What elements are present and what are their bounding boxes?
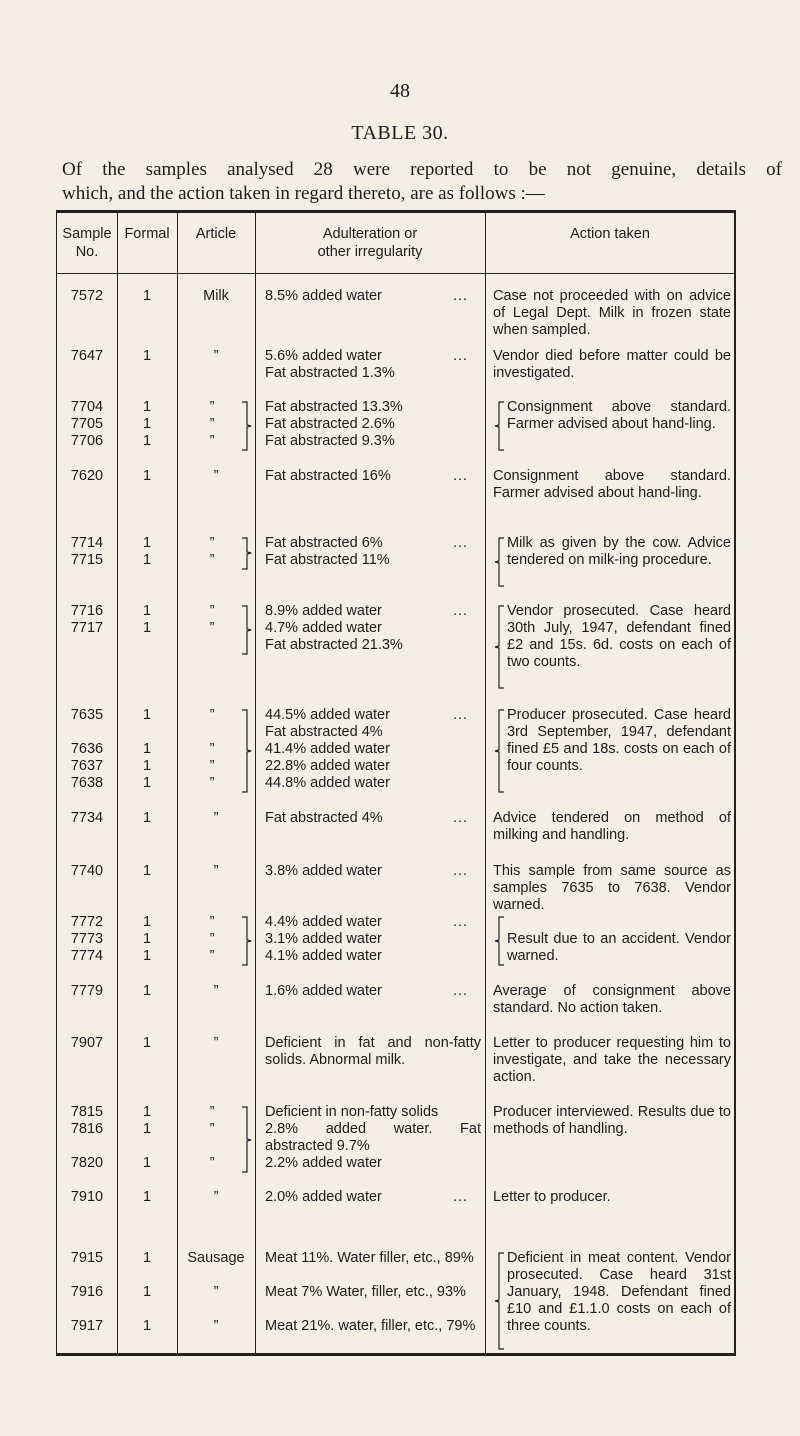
sample-no: 7917 xyxy=(70,1318,104,1334)
action-taken: Consignment above standard. Farmer advised about hand-ling. xyxy=(493,468,731,501)
sample-no: 7820 xyxy=(70,1155,104,1171)
header-sample-no: Sample No. xyxy=(62,226,112,260)
left-brace xyxy=(493,537,505,587)
adulteration: 1.6% added water xyxy=(265,983,382,999)
sample-no: 7734 xyxy=(70,810,104,826)
adulteration: Meat 21%. water, filler, etc., 79% xyxy=(265,1318,476,1334)
adulteration: Fat abstracted 13.3% xyxy=(265,399,403,415)
sample-no: 7815 xyxy=(70,1104,104,1120)
formal-count: 1 xyxy=(142,535,152,551)
left-brace xyxy=(493,1252,505,1350)
formal-count: 1 xyxy=(142,948,152,964)
ditto-mark: ” xyxy=(209,758,215,774)
sample-no: 7740 xyxy=(70,863,104,879)
left-brace xyxy=(493,709,505,793)
adulteration: Deficient in fat and non-fatty solids. Abnormal milk. xyxy=(265,1035,481,1068)
ditto-mark: ” xyxy=(213,863,219,879)
adulteration: 3.1% added water xyxy=(265,931,382,947)
ditto-mark: ” xyxy=(209,1121,215,1137)
action-taken: Letter to producer. xyxy=(493,1189,611,1205)
sample-no: 7816 xyxy=(70,1121,104,1137)
action-taken: Producer prosecuted. Case heard 3rd September, 1947, defendant fined £5 and 18s. costs on each of four counts. xyxy=(507,707,731,774)
adulteration: 44.8% added water xyxy=(265,775,390,791)
adulteration: 4.7% added water xyxy=(265,620,382,636)
formal-count: 1 xyxy=(142,931,152,947)
samples-table xyxy=(56,210,736,1356)
sample-no: 7717 xyxy=(70,620,104,636)
sample-no: 7635 xyxy=(70,707,104,723)
table-title: TABLE 30. xyxy=(351,122,449,144)
ditto-mark: ” xyxy=(209,707,215,723)
article: Sausage xyxy=(187,1250,245,1266)
ditto-mark: ” xyxy=(213,1284,219,1300)
leader-dots: ... xyxy=(453,603,469,619)
action-taken: Milk as given by the cow. Advice tendered on milk-ing procedure. xyxy=(507,535,731,568)
sample-no: 7620 xyxy=(70,468,104,484)
sample-no: 7910 xyxy=(70,1189,104,1205)
action-taken: Case not proceeded with on advice of Legal Dept. Milk in frozen state when sampled. xyxy=(493,288,731,338)
leader-dots: ... xyxy=(453,983,469,999)
leader-dots: ... xyxy=(453,707,469,723)
header-formal: Formal xyxy=(124,226,170,242)
sample-no: 7647 xyxy=(70,348,104,364)
intro-line-1: Of the samples analysed 28 were reported to be not genuine, details of xyxy=(62,159,782,180)
right-brace xyxy=(241,605,253,655)
action-taken: Vendor died before matter could be investigated. xyxy=(493,348,731,381)
adulteration: 5.6% added water xyxy=(265,348,382,364)
sample-no: 7705 xyxy=(70,416,104,432)
ditto-mark: ” xyxy=(209,948,215,964)
article: Milk xyxy=(203,288,229,304)
adulteration: Fat abstracted 6% xyxy=(265,535,383,551)
leader-dots: ... xyxy=(453,810,469,826)
formal-count: 1 xyxy=(142,603,152,619)
adulteration: 8.5% added water xyxy=(265,288,382,304)
adulteration: Meat 11%. Water filler, etc., 89% xyxy=(265,1250,474,1266)
sample-no: 7636 xyxy=(70,741,104,757)
adulteration: 22.8% added water xyxy=(265,758,390,774)
leader-dots: ... xyxy=(453,1189,469,1205)
sample-no: 7774 xyxy=(70,948,104,964)
header-divider xyxy=(57,273,734,274)
adulteration: 4.4% added water xyxy=(265,914,382,930)
adulteration: Fat abstracted 2.6% xyxy=(265,416,395,432)
formal-count: 1 xyxy=(142,433,152,449)
adulteration: 2.2% added water xyxy=(265,1155,382,1171)
sample-no: 7779 xyxy=(70,983,104,999)
action-taken: Average of consignment above standard. No action taken. xyxy=(493,983,731,1016)
action-taken: Deficient in meat content. Vendor prosecuted. Case heard 31st January, 1948. Defendant fined £10 and £1.1.0 costs on each of three counts. xyxy=(507,1250,731,1334)
formal-count: 1 xyxy=(142,914,152,930)
action-taken: Result due to an accident. Vendor warned. xyxy=(507,931,731,964)
ditto-mark: ” xyxy=(209,603,215,619)
right-brace xyxy=(241,709,253,793)
adulteration: Fat abstracted 21.3% xyxy=(265,637,403,653)
ditto-mark: ” xyxy=(209,399,215,415)
right-brace xyxy=(241,401,253,451)
formal-count: 1 xyxy=(142,1284,152,1300)
ditto-mark: ” xyxy=(209,931,215,947)
adulteration: Deficient in non-fatty solids xyxy=(265,1104,439,1120)
sample-no: 7637 xyxy=(70,758,104,774)
adulteration: Fat abstracted 9.3% xyxy=(265,433,395,449)
ditto-mark: ” xyxy=(213,810,219,826)
formal-count: 1 xyxy=(142,1189,152,1205)
column-divider xyxy=(485,213,486,1353)
ditto-mark: ” xyxy=(213,1189,219,1205)
sample-no: 7915 xyxy=(70,1250,104,1266)
formal-count: 1 xyxy=(142,863,152,879)
adulteration: 2.8% added water. Fat abstracted 9.7% xyxy=(265,1121,481,1154)
ditto-mark: ” xyxy=(209,433,215,449)
formal-count: 1 xyxy=(142,620,152,636)
adulteration: 2.0% added water xyxy=(265,1189,382,1205)
formal-count: 1 xyxy=(142,468,152,484)
page-number: 48 xyxy=(390,80,410,102)
right-brace xyxy=(241,537,253,570)
ditto-mark: ” xyxy=(213,348,219,364)
sample-no: 7916 xyxy=(70,1284,104,1300)
formal-count: 1 xyxy=(142,416,152,432)
left-brace xyxy=(493,401,505,451)
sample-no: 7773 xyxy=(70,931,104,947)
adulteration: Meat 7% Water, filler, etc., 93% xyxy=(265,1284,466,1300)
leader-dots: ... xyxy=(453,535,469,551)
action-taken: Vendor prosecuted. Case heard 30th July, 1947, defendant fined £2 and 15s. 6d. costs on each of two counts. xyxy=(507,603,731,670)
leader-dots: ... xyxy=(453,863,469,879)
action-taken: This sample from same source as samples 7635 to 7638. Vendor warned. xyxy=(493,863,731,913)
ditto-mark: ” xyxy=(209,741,215,757)
action-taken: Producer interviewed. Results due to methods of handling. xyxy=(493,1104,731,1137)
action-taken: Consignment above standard. Farmer advised about hand-ling. xyxy=(507,399,731,432)
sample-no: 7772 xyxy=(70,914,104,930)
ditto-mark: ” xyxy=(209,416,215,432)
ditto-mark: ” xyxy=(209,552,215,568)
formal-count: 1 xyxy=(142,399,152,415)
intro-line-2: which, and the action taken in regard thereto, are as follows :— xyxy=(62,183,545,204)
formal-count: 1 xyxy=(142,741,152,757)
ditto-mark: ” xyxy=(209,1104,215,1120)
sample-no: 7716 xyxy=(70,603,104,619)
sample-no: 7638 xyxy=(70,775,104,791)
right-brace xyxy=(241,916,253,966)
adulteration: Fat abstracted 4% xyxy=(265,724,383,740)
leader-dots: ... xyxy=(453,348,469,364)
right-brace xyxy=(241,1106,253,1173)
adulteration: 8.9% added water xyxy=(265,603,382,619)
ditto-mark: ” xyxy=(209,775,215,791)
header-action: Action taken xyxy=(570,226,650,242)
ditto-mark: ” xyxy=(213,1035,219,1051)
action-taken: Letter to producer requesting him to investigate, and take the necessary action. xyxy=(493,1035,731,1085)
intro-paragraph xyxy=(62,158,782,206)
formal-count: 1 xyxy=(142,1318,152,1334)
left-brace xyxy=(493,605,505,689)
adulteration: Fat abstracted 4% xyxy=(265,810,383,826)
ditto-mark: ” xyxy=(209,535,215,551)
adulteration: Fat abstracted 16% xyxy=(265,468,391,484)
sample-no: 7715 xyxy=(70,552,104,568)
action-taken: Advice tendered on method of milking and handling. xyxy=(493,810,731,843)
sample-no: 7572 xyxy=(70,288,104,304)
leader-dots: ... xyxy=(453,468,469,484)
ditto-mark: ” xyxy=(213,983,219,999)
column-divider xyxy=(255,213,256,1353)
ditto-mark: ” xyxy=(213,1318,219,1334)
left-brace xyxy=(493,916,505,966)
formal-count: 1 xyxy=(142,810,152,826)
header-adulteration: Adulteration or other irregularity xyxy=(317,226,423,260)
sample-no: 7907 xyxy=(70,1035,104,1051)
adulteration: 4.1% added water xyxy=(265,948,382,964)
ditto-mark: ” xyxy=(213,468,219,484)
formal-count: 1 xyxy=(142,775,152,791)
formal-count: 1 xyxy=(142,983,152,999)
formal-count: 1 xyxy=(142,707,152,723)
adulteration: 44.5% added water xyxy=(265,707,390,723)
sample-no: 7714 xyxy=(70,535,104,551)
leader-dots: ... xyxy=(453,914,469,930)
formal-count: 1 xyxy=(142,288,152,304)
formal-count: 1 xyxy=(142,758,152,774)
adulteration: 41.4% added water xyxy=(265,741,390,757)
adulteration: Fat abstracted 1.3% xyxy=(265,365,395,381)
formal-count: 1 xyxy=(142,1155,152,1171)
ditto-mark: ” xyxy=(209,914,215,930)
ditto-mark: ” xyxy=(209,1155,215,1171)
formal-count: 1 xyxy=(142,1104,152,1120)
formal-count: 1 xyxy=(142,348,152,364)
formal-count: 1 xyxy=(142,1035,152,1051)
sample-no: 7704 xyxy=(70,399,104,415)
formal-count: 1 xyxy=(142,1250,152,1266)
header-article: Article xyxy=(195,226,237,242)
formal-count: 1 xyxy=(142,1121,152,1137)
sample-no: 7706 xyxy=(70,433,104,449)
adulteration: Fat abstracted 11% xyxy=(265,552,390,568)
formal-count: 1 xyxy=(142,552,152,568)
adulteration: 3.8% added water xyxy=(265,863,382,879)
leader-dots: ... xyxy=(453,288,469,304)
ditto-mark: ” xyxy=(209,620,215,636)
